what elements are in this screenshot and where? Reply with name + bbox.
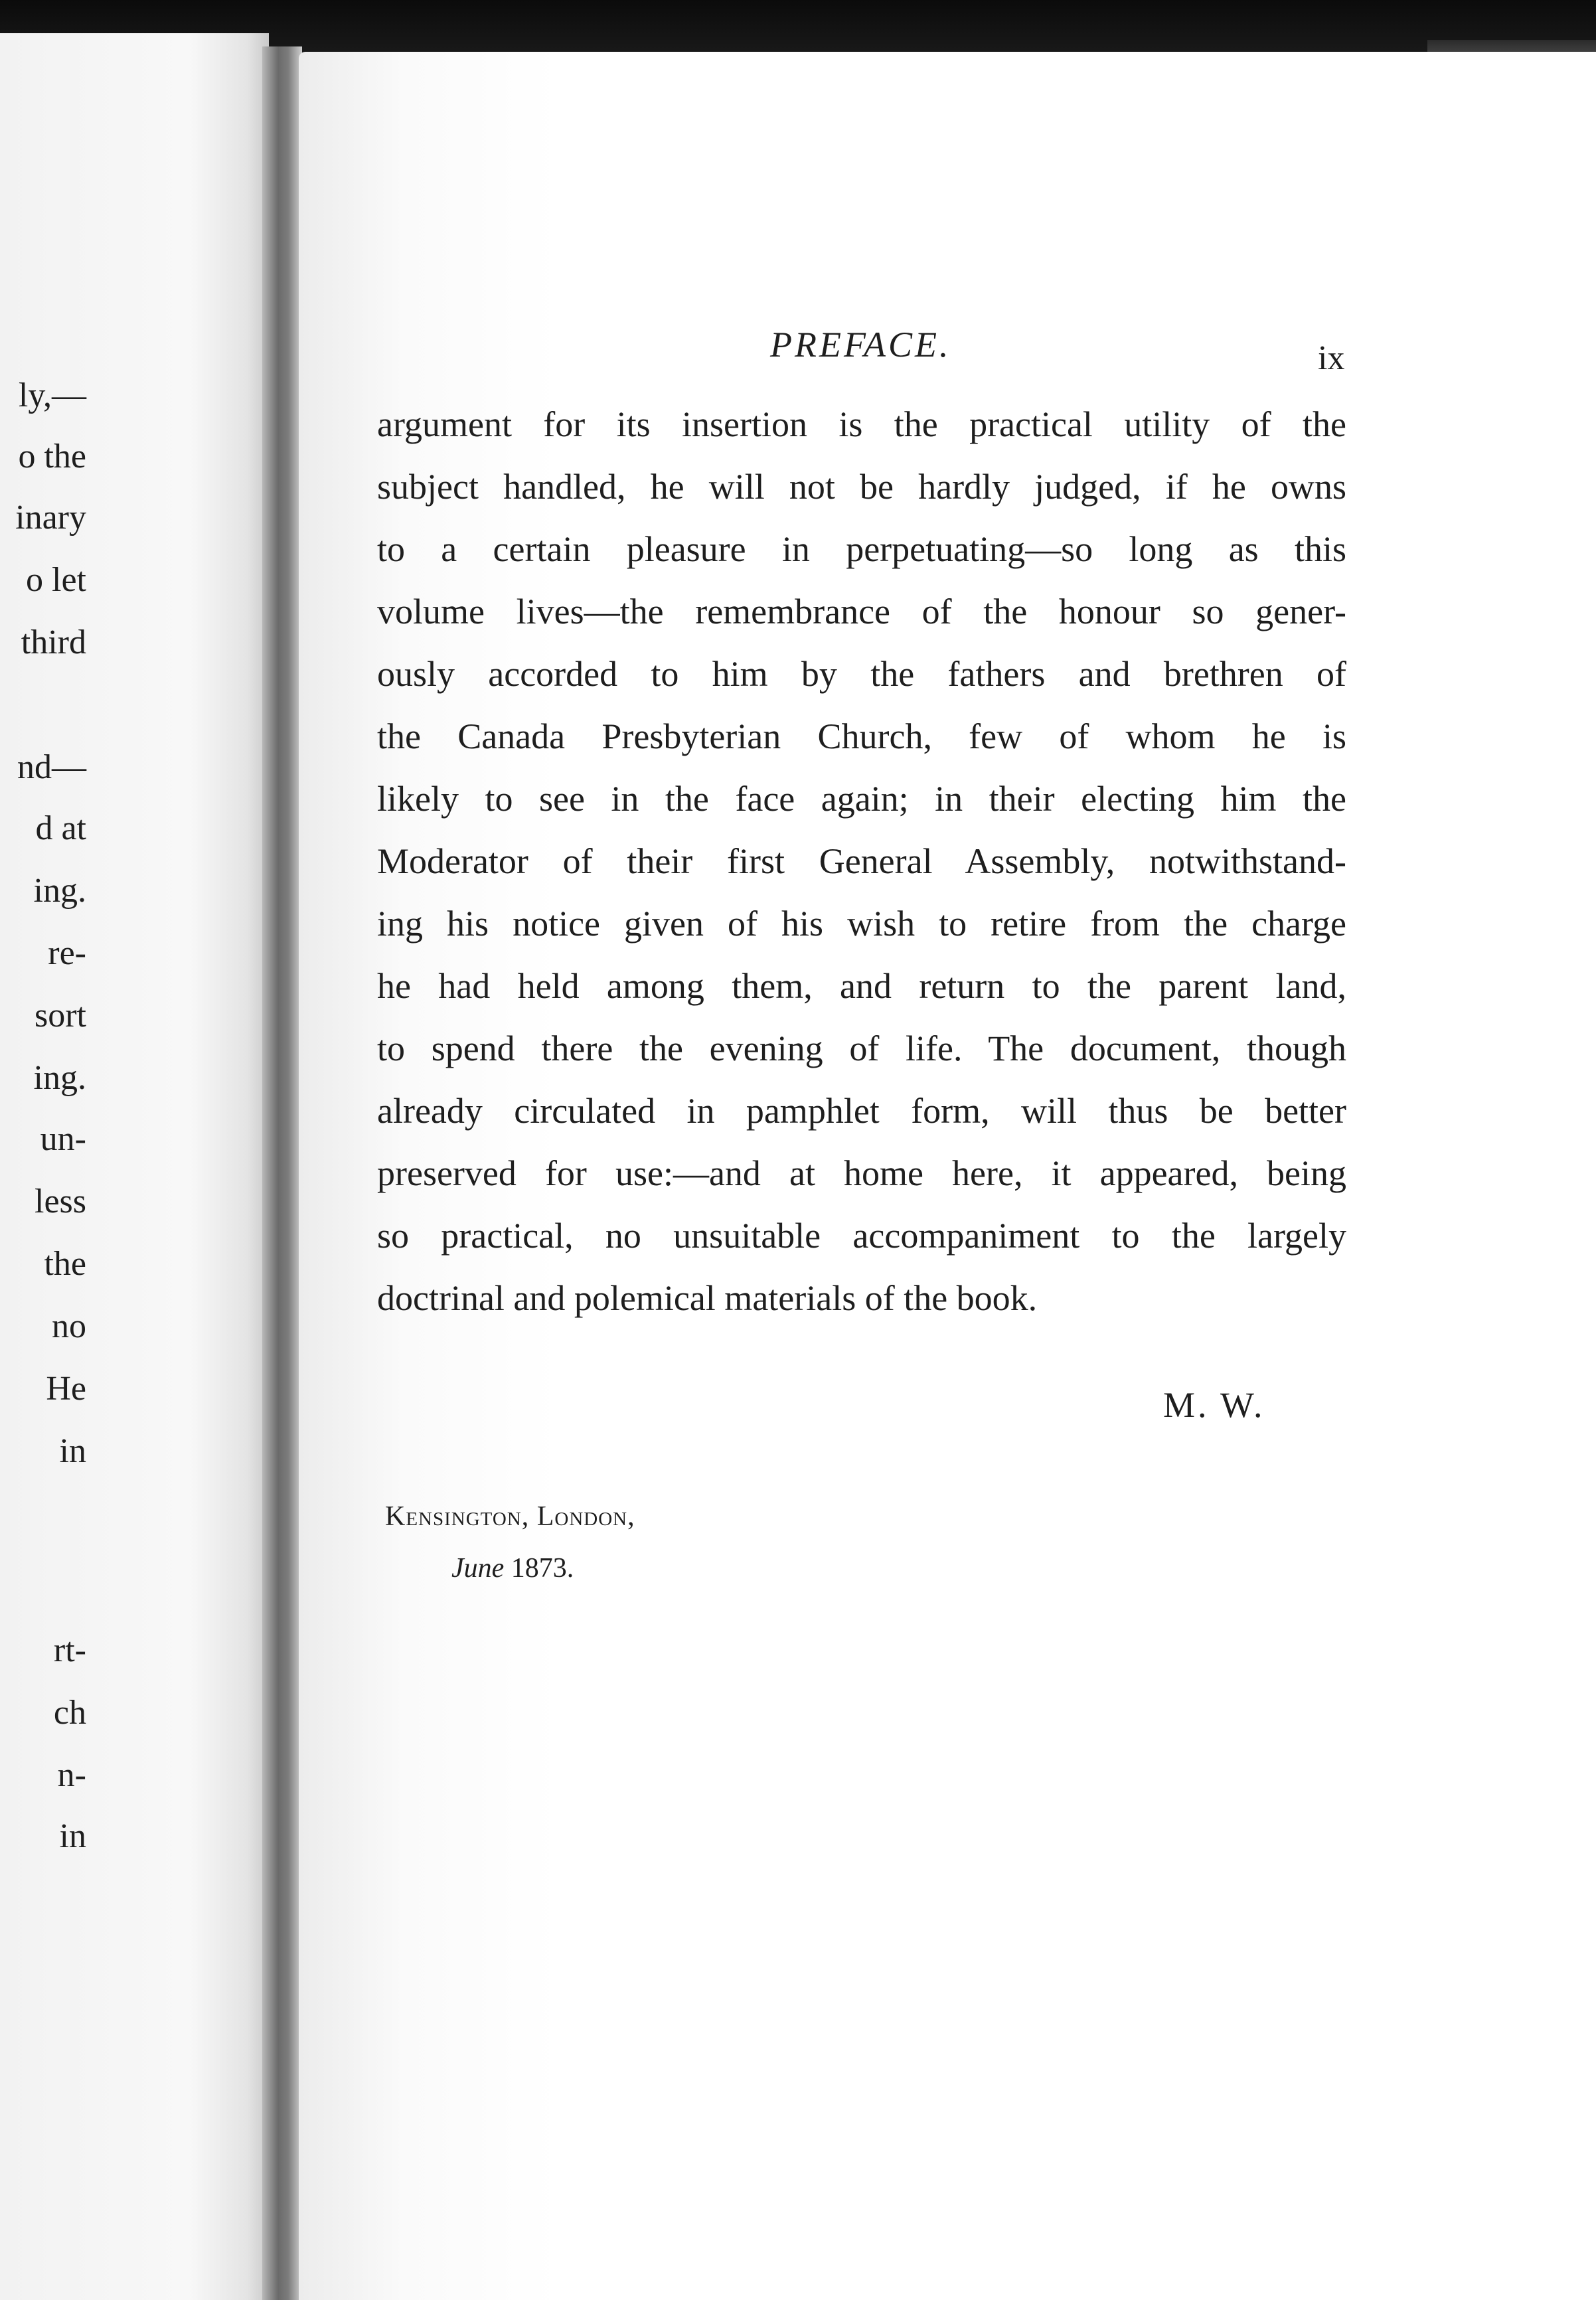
text-line: likely to see in the face again; in their electing him the	[377, 779, 1346, 819]
text-line: Moderator of their first General Assembly, notwithstand-	[377, 841, 1346, 881]
left-page-fragment: d at	[35, 809, 86, 847]
left-page-fragment: rt-	[53, 1631, 86, 1669]
preface-body-text	[377, 393, 1346, 1329]
text-line: to a certain pleasure in perpetuating—so long as this	[377, 529, 1346, 569]
author-signature: M. W.	[1163, 1385, 1265, 1425]
text-line: he had held among them, and return to the parent land,	[377, 966, 1346, 1006]
left-page-fragment: ly,—	[18, 376, 86, 414]
left-page-fragment: in	[59, 1432, 86, 1470]
running-head: PREFACE.	[770, 325, 951, 365]
text-line: to spend there the evening of life. The document, though	[377, 1028, 1346, 1068]
left-page-fragment: un-	[40, 1120, 86, 1158]
left-page-fragment: He	[46, 1370, 86, 1408]
left-page-fragment: sort	[35, 997, 86, 1034]
left-page-fragment: o the	[18, 438, 86, 475]
left-page-fragment: n-	[57, 1756, 86, 1794]
left-page-fragment: ing.	[33, 1059, 86, 1097]
text-line: already circulated in pamphlet form, will thus be better	[377, 1091, 1346, 1131]
left-page-fragment: o let	[26, 561, 86, 599]
text-line: so practical, no unsuitable accompaniment to the largely	[377, 1216, 1346, 1256]
left-page-fragment: the	[44, 1245, 86, 1283]
date-month: June	[451, 1553, 505, 1584]
text-line: ing his notice given of his wish to retire from the charge	[377, 904, 1346, 944]
left-page-fragment: less	[35, 1183, 86, 1220]
text-line: volume lives—the remembrance of the honour so gener-	[377, 592, 1346, 631]
date-line	[451, 1552, 574, 1584]
text-line: doctrinal and polemical materials of the book.	[377, 1278, 1038, 1318]
text-line: ously accorded to him by the fathers and brethren of	[377, 654, 1346, 694]
left-page-fragment: inary	[15, 499, 86, 536]
left-page-fragment: ch	[53, 1694, 86, 1732]
page-number: ix	[1318, 339, 1345, 377]
date-year: 1873.	[511, 1553, 574, 1584]
book-gutter	[262, 46, 302, 2300]
text-line: subject handled, he will not be hardly judged, if he owns	[377, 467, 1346, 507]
left-page-fragment: nd—	[17, 748, 86, 786]
left-page-fragment: third	[21, 623, 86, 661]
text-line: argument for its insertion is the practical utility of the	[377, 404, 1346, 444]
left-page-fragment: no	[52, 1307, 86, 1345]
left-page-fragment: in	[59, 1817, 86, 1855]
text-line: preserved for use:—and at home here, it appeared, being	[377, 1153, 1346, 1193]
left-page-fragment: re-	[48, 934, 86, 972]
left-page-fragment: ing.	[33, 872, 86, 910]
text-line: the Canada Presbyterian Church, few of whom he is	[377, 716, 1346, 756]
left-page	[0, 33, 269, 2300]
place-line: Kensington, London,	[385, 1501, 635, 1532]
